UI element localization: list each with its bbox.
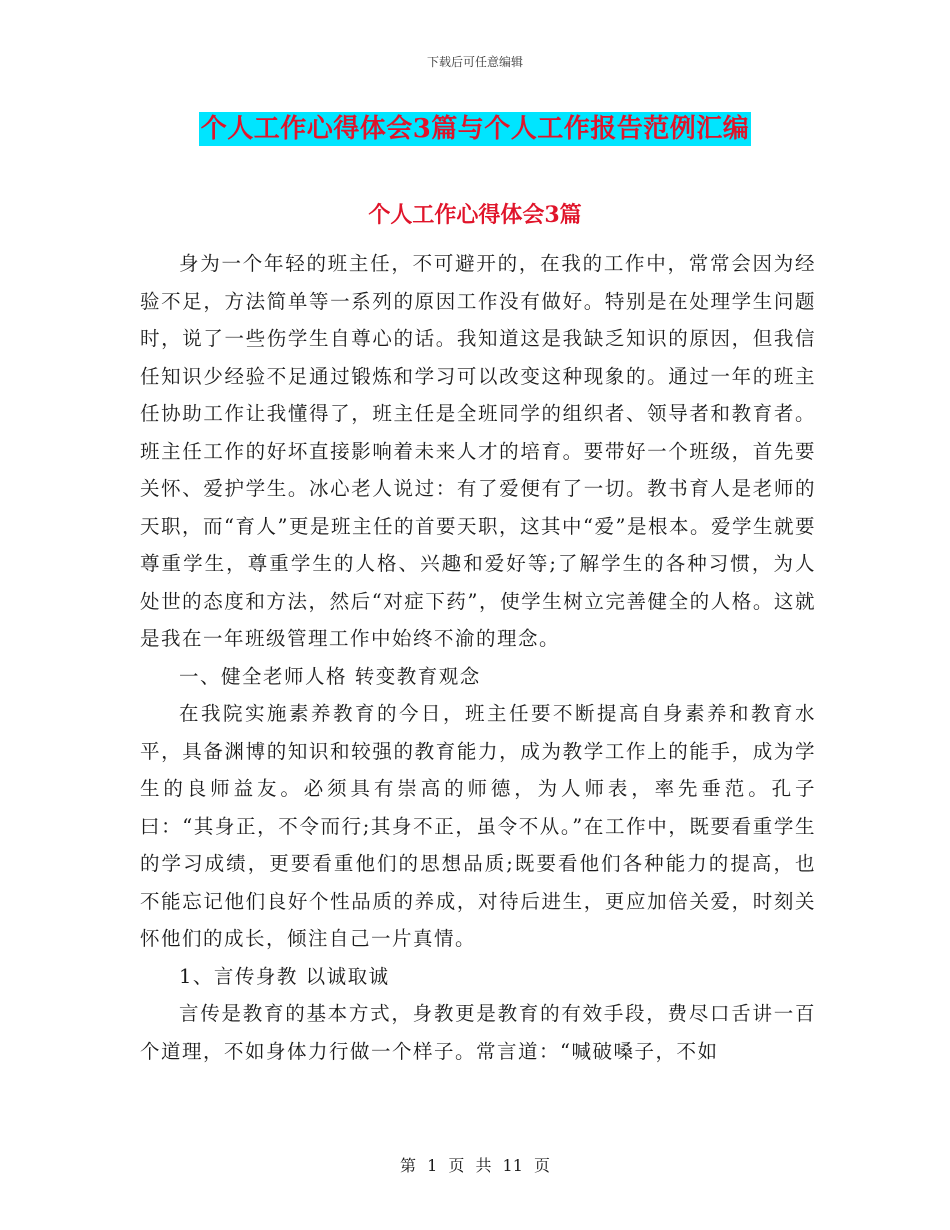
page-footer: 第 1 页 共 11 页 [400, 1156, 550, 1175]
section-title: 个人工作心得体会3篇 [368, 202, 582, 228]
paragraph: 1、言传身教 以诚取诚 [179, 964, 390, 988]
header-note: 下载后可任意编辑 [426, 55, 523, 69]
paragraph: 言传是教育的基本方式，身教更是教育的有效手段，费尽口舌讲一百个道理，不如身体力行做一个样子。常言道：“喊破嗓子，不如 [140, 1002, 816, 1063]
body-text [140, 245, 816, 1070]
doc-title-wrap [0, 112, 950, 146]
paragraph: 一、健全老师人格 转变教育观念 [179, 664, 481, 688]
paragraph: 身为一个年轻的班主任，不可避开的，在我的工作中，常常会因为经验不足，方法简单等一系列的原因工作没有做好。特别是在处理学生问题时，说了一些伤学生自尊心的话。我知道这是我缺乏知识的原因，但我信任知识少经验不足通过锻炼和学习可以改变这种现象的。通过一年的班主任协助工作让我懂得了，班主任是全班同学的组织者、领导者和教育者。班主任工作的好坏直接影响着未来人才的培育。要带好一个班级，首先要关怀、爱护学生。冰心老人说过：有了爱便有了一切。教书育人是老师的天职，而“育人”更是班主任的首要天职，这其中“爱”是根本。爱学生就要尊重学生，尊重学生的人格、兴趣和爱好等;了解学生的各种习惯，为人处世的态度和方法，然后“对症下药”，使学生树立完善健全的人格。这就是我在一年班级管理工作中始终不渝的理念。 [140, 252, 816, 650]
paragraph: 在我院实施素养教育的今日，班主任要不断提高自身素养和教育水平，具备渊博的知识和较强的教育能力，成为教学工作上的能手，成为学生的良师益友。必须具有崇高的师德，为人师表，率先垂范。孔子曰：“其身正，不令而行;其身不正，虽令不从。”在工作中，既要看重学生的学习成绩，更要看重他们的思想品质;既要看他们各种能力的提高，也不能忘记他们良好个性品质的养成，对待后进生，更应加倍关爱，时刻关怀他们的成长，倾注自己一片真情。 [140, 702, 816, 950]
document-title: 个人工作心得体会3篇与个人工作报告范例汇编 [200, 114, 750, 144]
